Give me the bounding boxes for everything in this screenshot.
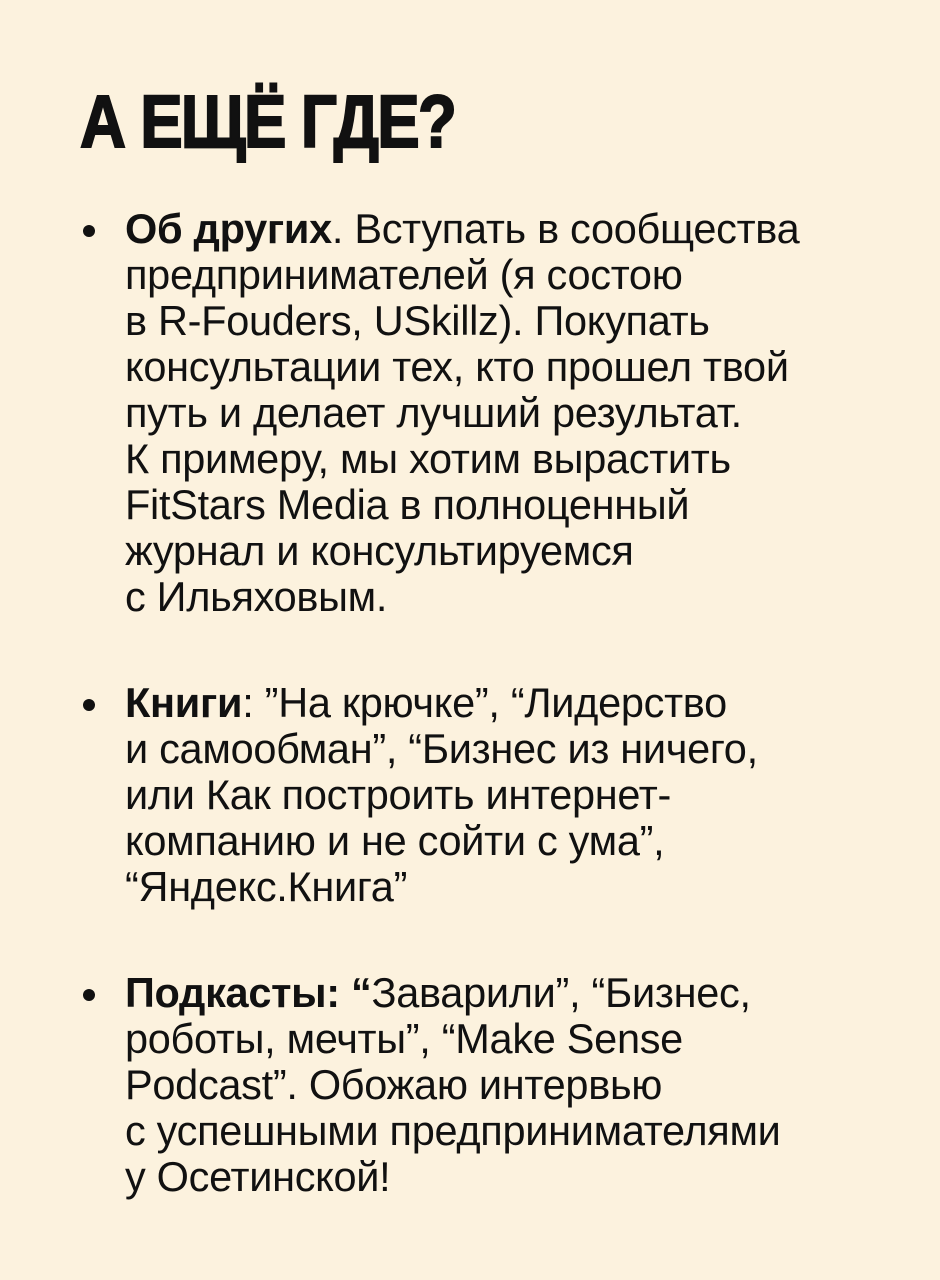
item-first-line xyxy=(125,680,920,726)
item-text: консультации тех, кто прошел твой xyxy=(125,343,789,390)
item-text: предпринимателей (я состою xyxy=(125,251,683,298)
item-label: Подкасты: “ xyxy=(125,969,372,1016)
item-text: FitStars Media в полноценный xyxy=(125,481,690,528)
bullet-icon xyxy=(83,989,95,1001)
item-text: в R-Fouders, USkillz). Покупать xyxy=(125,297,710,344)
item-text: или Как построить интернет- xyxy=(125,771,672,818)
item-label: Книги xyxy=(125,679,243,726)
bullet-list xyxy=(80,206,920,1200)
item-text: у Осетинской! xyxy=(125,1153,391,1200)
item-text: К примеру, мы хотим вырастить xyxy=(125,435,731,482)
item-text: Заварили”, “Бизнес, xyxy=(371,969,751,1016)
item-text: с успешными предпринимателями xyxy=(125,1107,781,1154)
item-first-line xyxy=(125,970,920,1016)
bullet-icon xyxy=(83,225,95,237)
item-text: компанию и не сойти с ума”, xyxy=(125,817,665,864)
item-text: путь и делает лучший результат. xyxy=(125,389,742,436)
list-item-books xyxy=(80,680,920,910)
list-item-others xyxy=(80,206,920,620)
item-text: “Яндекс.Книга” xyxy=(125,863,408,910)
list-item-podcasts xyxy=(80,970,920,1200)
bullet-icon xyxy=(83,699,95,711)
item-first-line xyxy=(125,206,920,252)
item-text: : ”На крючке”, “Лидерство xyxy=(242,679,727,726)
item-text: с Ильяховым. xyxy=(125,573,388,620)
item-text: роботы, мечты”, “Make Sense xyxy=(125,1015,683,1062)
item-text: Podcast”. Обожаю интервью xyxy=(125,1061,663,1108)
page-title: А ЕЩЁ ГДЕ? xyxy=(80,80,456,163)
item-text: и самообман”, “Бизнес из ничего, xyxy=(125,725,758,772)
item-label: Об других xyxy=(125,205,332,252)
item-text: журнал и консультируемся xyxy=(125,527,634,574)
item-text: . Вступать в сообщества xyxy=(331,205,800,252)
